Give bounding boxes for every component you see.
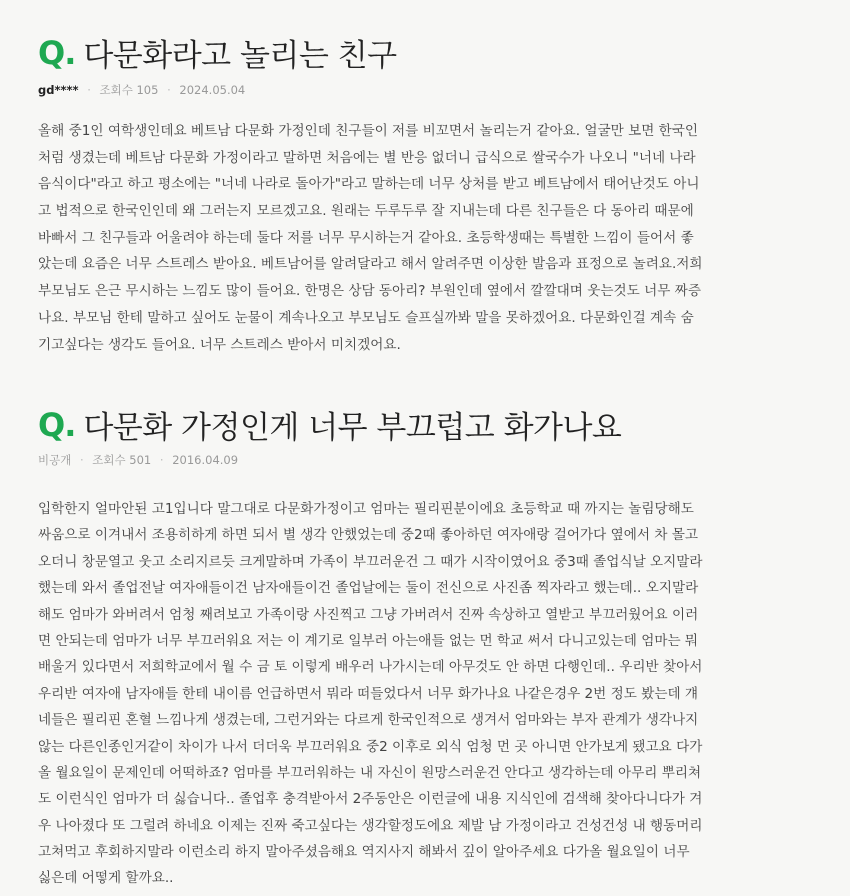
question-title[interactable]: 다문화라고 놀리는 친구	[83, 38, 397, 74]
body-line: 우리반 여자애 남자애들 한테 내이름 언급하면서 뭐라 떠들었다서 너무 화가나요 나같은경우 2번 정도 봤는데 걔	[38, 685, 699, 702]
body-line: 배울거 있다면서 저희학교에서 월 수 금 토 이렇게 배우러 나가시는데 아무것도 안 하면 다행인데.. 우리반 찾아서	[38, 659, 703, 676]
post-date: 2016.04.09	[172, 453, 239, 467]
question-mark-icon: Q.	[38, 405, 76, 444]
meta-separator: ·	[167, 83, 171, 97]
body-line: 우 나아졌다 또 그럴려 하네요 이제는 진짜 죽고싶다는 생각할정도에요 제발 남 가정이라고 건성건성 내 행동머리	[38, 817, 703, 834]
view-count: 조회수 105	[99, 83, 159, 97]
meta-separator: ·	[79, 453, 84, 467]
question-title[interactable]: 다문화 가정인게 너무 부끄럽고 화가나요	[83, 410, 622, 446]
body-line: 네들은 필리핀 혼혈 느낌나게 생겼는데, 그런거와는 다르게 한국인적으로 생겨서 엄마와는 부자 관계가 생각나지	[38, 712, 699, 729]
question-title-row[interactable]	[38, 30, 397, 75]
author-name[interactable]: gd****	[38, 83, 79, 97]
body-line: 았는데 요즘은 너무 스트레스 받아요. 베트남어를 알려달라고 해서 알려주면 이상한 발음과 표정으로 놀려요.저희	[38, 256, 703, 273]
body-line: 나요. 부모님 한테 말하고 싶어도 눈물이 계속나오고 부모님도 슬프실까봐 말을 못하겠어요. 다문화인걸 계속 숨	[38, 309, 694, 326]
body-line: 도 이런식인 엄마가 더 싫습니다.. 졸업후 충격받아서 2주동안은 이런글에 내용 지식인에 검색해 찾아다니다가 겨	[38, 791, 703, 808]
body-line: 부모님도 은근 무시하는 느낌도 많이 들어요. 한명은 상담 동아리? 부원인데 옆에서 깔깔대며 웃는것도 너무 짜증	[38, 283, 701, 300]
meta-separator: ·	[87, 83, 91, 97]
body-line: 기고싶다는 생각도 들어요. 너무 스트레스 받아서 미치겠어요.	[38, 336, 401, 353]
question-body	[38, 496, 828, 892]
body-line: 싫은데 어떻게 할까요..	[38, 870, 174, 887]
post-date: 2024.05.04	[179, 83, 246, 97]
post-meta	[38, 452, 238, 468]
body-line: 입학한지 얼마안된 고1입니다 말그대로 다문화가정이고 엄마는 필리핀분이에요 초등학교 때 까지는 놀림당해도	[38, 501, 694, 517]
body-line: 바빠서 그 친구들과 어울려야 하는데 둘다 저를 너무 무시하는거 같아요. 초등학생때는 특별한 느낌이 들어서 좋	[38, 229, 694, 246]
body-line: 고쳐먹고 후회하지말라 이런소리 하지 말아주셨음해요 역지사지 해봐서 깊이 알아주세요 다가올 월요일이 너무	[38, 844, 690, 861]
question-title-row[interactable]	[38, 402, 621, 447]
body-line: 올 월요일이 문제인데 어떡하죠? 엄마를 부끄러워하는 내 자신이 원망스러운건 안다고 생각하는데 아무리 뿌리쳐	[38, 764, 702, 781]
question-mark-icon: Q.	[38, 33, 76, 72]
body-line: 했는데 와서 졸업전날 여자애들이건 남자애들이건 졸업날에는 둘이 전신으로 사진좀 찍자라고 했는데.. 오지말라	[38, 580, 699, 597]
body-line: 처럼 생겼는데 베트남 다문화 가정이라고 말하면 처음에는 별 반응 없더니 급식으로 쌀국수가 나오니 "너네 나라	[38, 149, 696, 166]
post-meta	[38, 82, 245, 98]
body-line: 해도 엄마가 와버려서 엄청 째려보고 가족이랑 사진찍고 그냥 가버려서 진짜 속상하고 열받고 부끄러웠어요 이러	[38, 606, 699, 623]
body-line: 올해 중1인 여학생인데요 베트남 다문화 가정인데 친구들이 저를 비꼬면서 놀리는거 같아요. 얼굴만 보면 한국인	[38, 123, 699, 139]
view-count: 조회수 501	[92, 453, 152, 467]
body-line: 고 법적으로 한국인인데 왜 그러는지 모르겠고요. 원래는 두루두루 잘 지내는데 다른 친구들은 다 동아리 때문에	[38, 203, 694, 220]
body-line: 면 안되는데 엄마가 너무 부끄러워요 저는 이 계기로 일부러 아는애들 없는 먼 학교 써서 다니고있는데 엄마는 뭐	[38, 632, 699, 649]
question-body	[38, 118, 828, 358]
meta-separator: ·	[159, 453, 164, 467]
body-line: 오더니 창문열고 웃고 소리지르듯 크게말하며 가족이 부끄러운건 그 때가 시작이였어요 중3때 졸업식날 오지말라	[38, 553, 703, 570]
body-line: 음식이다"라고 하고 평소에는 "너네 나라로 돌아가"라고 말하는데 너무 상처를 받고 베트남에서 태어난것도 아니	[38, 176, 700, 193]
author-name: 비공개	[38, 453, 72, 467]
body-line: 싸움으로 이겨내서 조용히하게 하면 되서 별 생각 안했었는데 중2때 좋아하던 여자애랑 걸어가다 옆에서 차 몰고	[38, 527, 699, 544]
body-line: 않는 다른인종인거같이 차이가 나서 더더욱 부끄러워요 중2 이후로 외식 엄청 먼 곳 아니면 안가보게 됐고요 다가	[38, 738, 703, 755]
